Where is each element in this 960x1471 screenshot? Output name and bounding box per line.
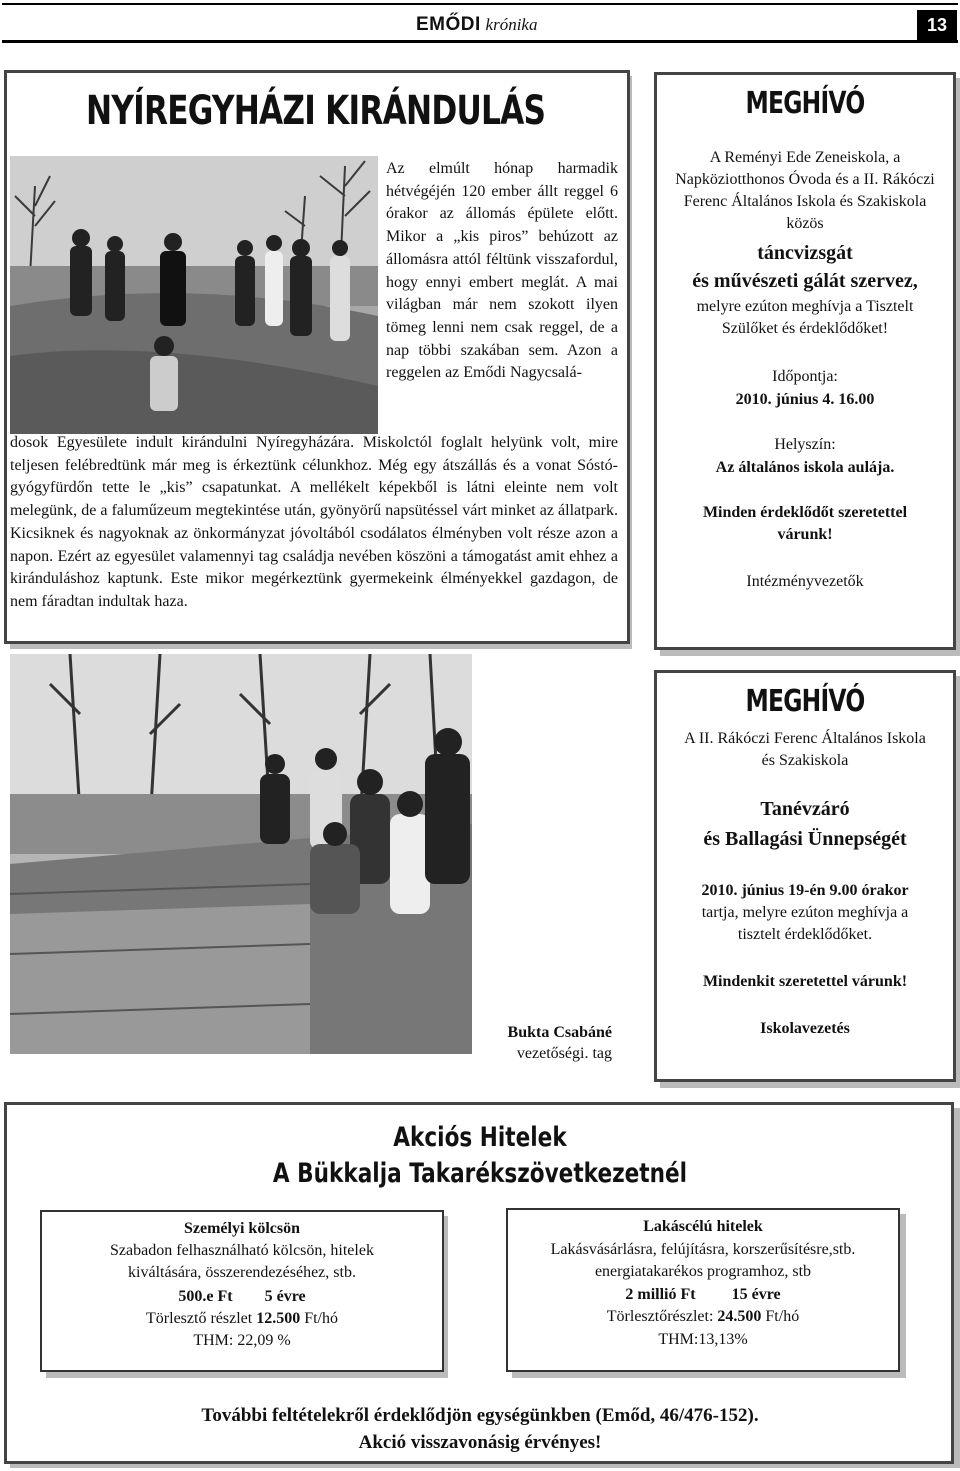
- invite1-highlight-1: táncvizsgát: [757, 242, 853, 264]
- invite2-welcome: Mindenkit szeretettel várunk!: [702, 973, 908, 990]
- ad-right-amount-line: [514, 1284, 892, 1306]
- invite1-place-label: Helyszín:: [774, 436, 836, 453]
- ad-left-installment-label: Törlesztő részlet: [146, 1310, 253, 1327]
- invite1-time-value: 2010. június 4. 16.00: [735, 391, 875, 408]
- invite2-event-2: és Ballagási Ünnepségét: [703, 828, 907, 850]
- ad-left-amount: 500.e Ft: [178, 1288, 233, 1305]
- ad-right-installment-line: [514, 1306, 892, 1328]
- ad-title-2: A Bükkalja Takarékszövetkezetnél: [272, 1158, 688, 1189]
- header-rule: [2, 40, 958, 43]
- invite1-signature: Intézményvezetők: [746, 573, 864, 590]
- invite2-title: MEGHÍVÓ: [745, 684, 865, 719]
- ad-right-thm: THM:13,13%: [658, 1331, 748, 1348]
- ad-right-heading: Lakáscélú hitelek: [643, 1218, 763, 1235]
- ad-left-heading: Személyi kölcsön: [184, 1220, 300, 1237]
- invite1-highlight-2: és művészeti gálát szervez,: [692, 270, 918, 292]
- ad-left-description: Szabadon felhasználható kölcsön, hitelek kiváltására, összerendezéséhez, stb.: [110, 1242, 374, 1281]
- article-photo-zoo: [10, 654, 472, 1054]
- ad-right-description: Lakásvásárlásra, felújításra, korszerűsítésre,stb. energiatakarékos programhoz, stb: [550, 1241, 856, 1280]
- article-photo-station: [10, 156, 378, 434]
- invite1-place-value: Az általános iskola aulája.: [715, 459, 895, 476]
- invite1-invitation: melyre ezúton meghívja a Tisztelt Szülőket és érdeklődőket!: [696, 298, 914, 337]
- zoo-photo-image: [10, 654, 472, 1054]
- ad-right-installment-unit: Ft/hó: [765, 1308, 800, 1325]
- ad-right-amount: 2 millió Ft: [625, 1286, 696, 1303]
- brand-subtitle: krónika: [485, 15, 538, 34]
- ad-left-amount-line: [48, 1286, 436, 1308]
- ad-footer-contact: További feltételekről érdeklődjön egységünkben (Emőd, 46/476-152).: [201, 1405, 759, 1426]
- ad-right-installment-label: Törlesztőrészlet:: [606, 1308, 714, 1325]
- article-title: NYÍREGYHÁZI KIRÁNDULÁS: [86, 88, 546, 134]
- article-signature: [440, 1022, 612, 1064]
- signature-role: vezetőségi. tag: [516, 1045, 612, 1062]
- brand-name: EMŐDI: [416, 14, 481, 35]
- ad-title-1: Akciós Hitelek: [393, 1122, 567, 1153]
- page-number: 13: [917, 10, 957, 40]
- ad-left-thm: THM: 22,09 %: [193, 1332, 291, 1349]
- ad-left-term: 5 évre: [264, 1288, 306, 1305]
- invite2-invitation: tartja, melyre ezúton meghívja a tisztelt érdeklődőket.: [701, 904, 909, 943]
- article-text-right: Az elmúlt hónap harmadik hétvégéjén 120 ember állt reggel 6 órakor az állomás épülete előtt. Mikor a „kis piros” behúzott az állomásra attól féltünk visszafordul, hogy ennyi embert meglát. A mai világban már nem szokott ilyen tömeg lenni nem csak reggel, de a nap többi szakában sem. Azon a reggelen az Emődi Nagycsalá-: [386, 160, 618, 382]
- ad-right-term: 15 évre: [731, 1286, 781, 1303]
- invite2-event-1: Tanévzáró: [760, 798, 850, 820]
- ad-right-installment-amount: 24.500: [717, 1308, 762, 1325]
- signature-name: Bukta Csabáné: [507, 1024, 612, 1041]
- publication-name: [416, 14, 537, 36]
- invite2-signature: Iskolavezetés: [760, 1020, 850, 1037]
- ad-left-installment-unit: Ft/hó: [304, 1310, 338, 1327]
- ad-left-installment-line: [48, 1308, 436, 1330]
- ad-footer-validity: Akció visszavonásig érvényes!: [358, 1432, 602, 1453]
- header-top-rule: [2, 3, 958, 5]
- invite1-time-label: Időpontja:: [772, 368, 838, 385]
- invite2-intro: A II. Rákóczi Ferenc Általános Iskola és Szakiskola: [684, 730, 926, 769]
- station-photo-image: [10, 156, 378, 434]
- invite1-intro: A Reményi Ede Zeneiskola, a Napköziotthonos Óvoda és a II. Rákóczi Ferenc Általános Iskola és Szakiskola közös: [675, 149, 935, 232]
- ad-left-installment-amount: 12.500: [256, 1310, 301, 1327]
- invite2-date: 2010. június 19-én 9.00 órakor: [701, 882, 909, 899]
- invite1-welcome: Minden érdeklődőt szeretettel várunk!: [702, 504, 908, 543]
- invite1-title: MEGHÍVÓ: [745, 86, 865, 121]
- article-text-full: dosok Egyesülete indult kirándulni Nyíregyházára. Miskolctól foglalt helyünk volt, mire teljesen felébredtünk már meg is érkeztünk célunkhoz. Még egy átszállás és a vonat Sóstó-gyógyfürdőn tette le „kis” csapatunkat. A mellékelt képekből is látni eleinte nem volt melegünk, de a faluműzeum megtekintése után, gyönyörű napsütéssel várt minket az állatpark. Kicsiknek és nagyoknak az önkormányzat jóvoltából csodálatos élményben volt része azon a napon. Ezért az egyesület valamennyi tag családja nevében köszöni a támogatást amit ehhez a kiránduláshoz kaptunk. Este mikor megérkeztünk gyermekeink élményekkel gazdagon, de nem fáradtan indultak haza.: [10, 434, 618, 610]
